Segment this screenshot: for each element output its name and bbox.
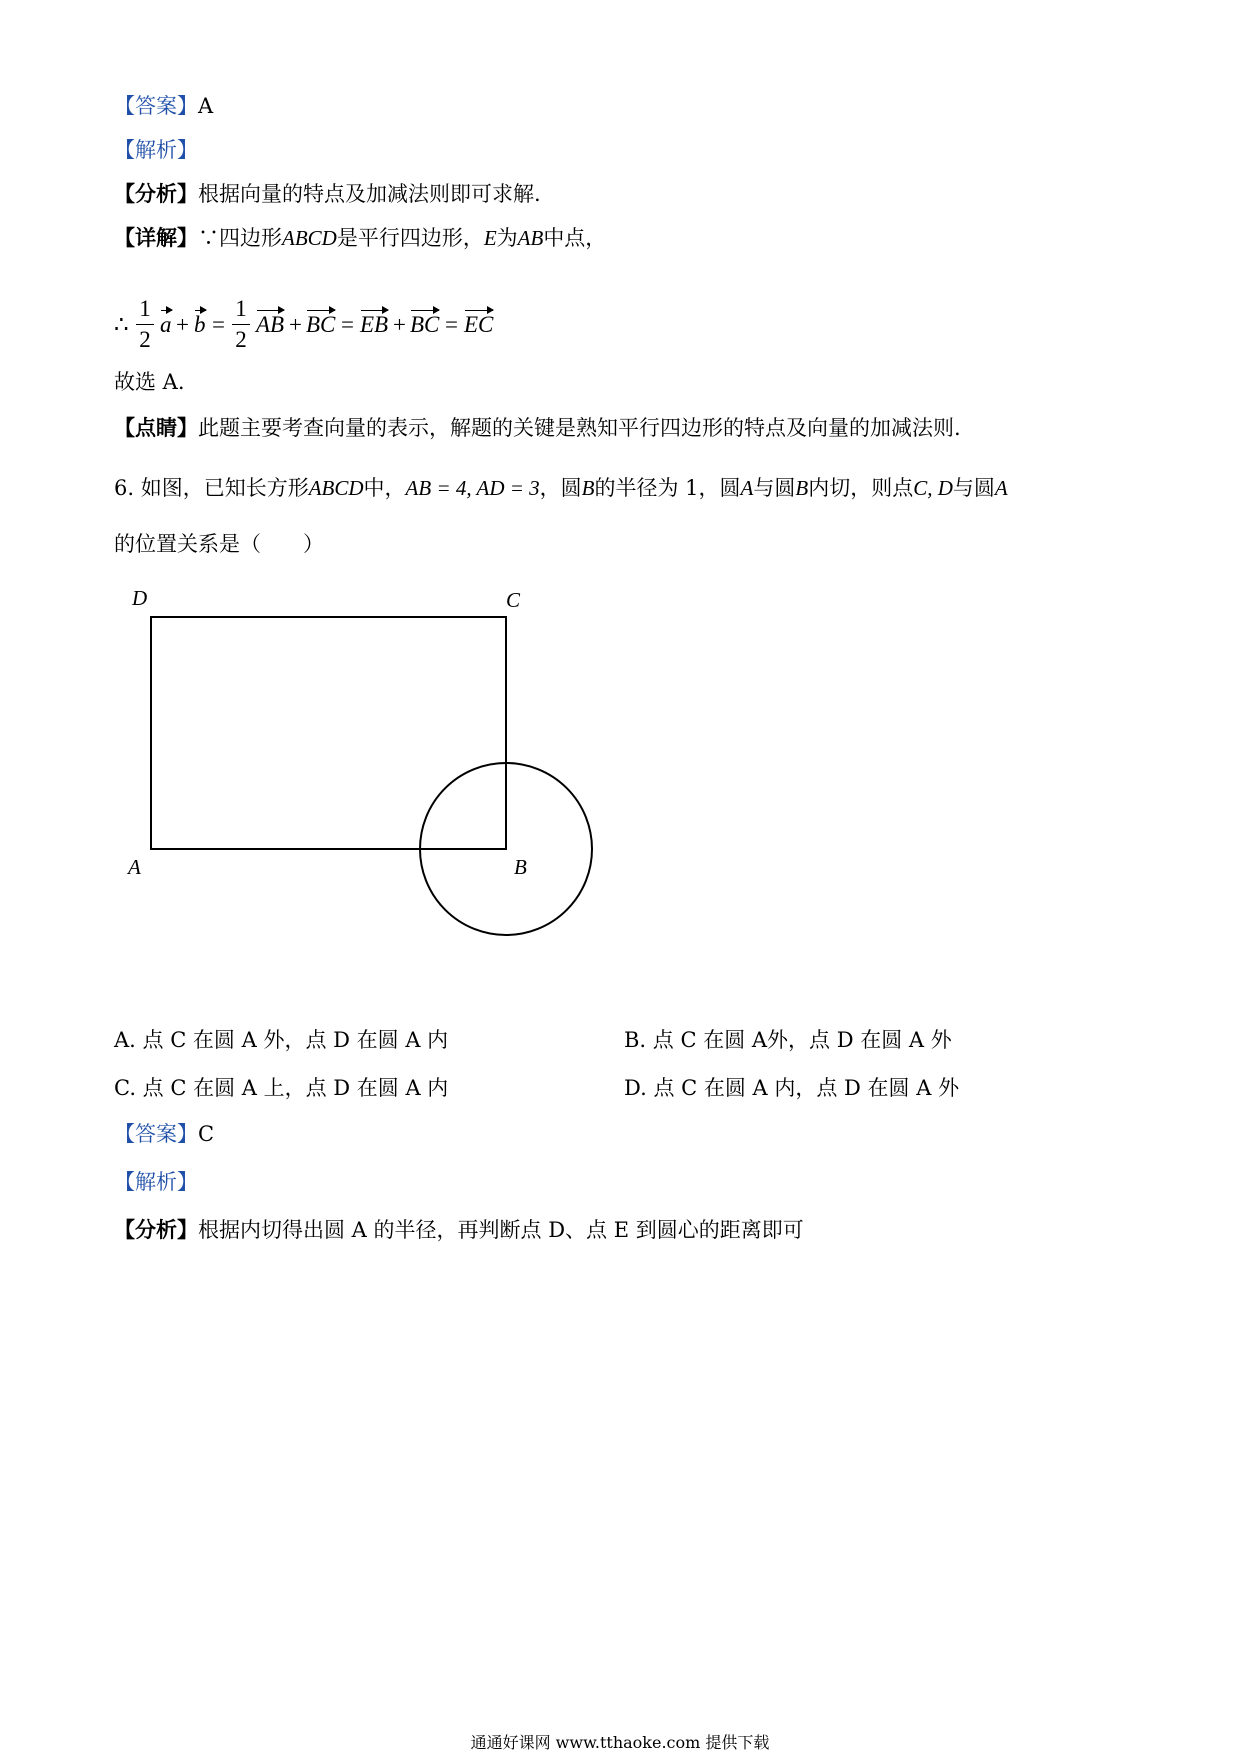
math-a: a xyxy=(160,312,172,337)
rectangle-abcd xyxy=(151,617,506,849)
q6-text-5: 与圆 xyxy=(753,476,796,500)
math-eq-1: = xyxy=(212,312,225,337)
answer-value: A xyxy=(198,94,214,118)
answer-value: C xyxy=(198,1122,215,1146)
q6-cd: C, D xyxy=(913,476,953,500)
q6-analysis-line xyxy=(114,1216,804,1244)
q6-a: A xyxy=(740,476,754,500)
q6-text-2: 中， xyxy=(363,476,406,500)
math-plus-3: + xyxy=(393,312,406,337)
vector-ec: EC xyxy=(464,312,494,337)
label-b: B xyxy=(514,855,527,879)
label-d: D xyxy=(132,586,148,610)
q6-answer-line xyxy=(114,1120,214,1148)
label-c: C xyxy=(506,588,521,612)
fraction-denominator: 2 xyxy=(235,327,247,352)
q6-a-2: A xyxy=(994,476,1008,500)
detail-ab: AB xyxy=(517,226,544,250)
analysis-text: 根据向量的特点及加减法则即可求解. xyxy=(198,182,541,206)
q6-text-4: 的半径为 1，圆 xyxy=(594,476,741,500)
q6-analysis-tag: 【解析】 xyxy=(114,1170,198,1194)
q6-condition: AB = 4, AD = 3 xyxy=(405,476,540,500)
page-footer: 通通好课网 www.tthaoke.com 提供下载 xyxy=(470,1733,770,1752)
math-eq-3: = xyxy=(445,312,458,337)
q6-b-2: B xyxy=(795,476,809,500)
comment-text: 此题主要考查向量的表示，解题的关键是熟知平行四边形的特点及向量的加减法则. xyxy=(198,416,961,440)
q5-answer-line xyxy=(114,92,213,120)
answer-tag: 【答案】 xyxy=(114,94,198,118)
q6-text-1: 6. 如图，已知长方形 xyxy=(114,476,309,500)
q5-choose: 故选 A. xyxy=(114,370,185,394)
therefore-symbol: ∴ xyxy=(114,312,129,337)
fraction-bar xyxy=(136,324,154,325)
fraction-half-2 xyxy=(232,296,250,353)
math-eq-2: = xyxy=(341,312,354,337)
q6-stem-line-2: 的位置关系是（ ） xyxy=(114,532,324,556)
q5-analysis-tag: 【解析】 xyxy=(114,138,198,162)
detail-text-1: 四边形 xyxy=(219,226,282,250)
vector-eb: EB xyxy=(360,312,389,337)
comment-tag: 【点睛】 xyxy=(114,415,198,440)
vector-ab: AB xyxy=(256,312,285,337)
q6-text-3: ，圆 xyxy=(539,476,582,500)
fraction-numerator: 1 xyxy=(139,296,151,321)
label-a: A xyxy=(128,855,141,879)
q6-text-6: 内切，则点 xyxy=(808,476,914,500)
fraction-numerator: 1 xyxy=(235,296,247,321)
analysis-text: 根据内切得出圆 A 的半径，再判断点 D、点 E 到圆心的距离即可 xyxy=(198,1218,804,1242)
because-symbol: ∵ xyxy=(198,226,219,250)
option-d: D. 点 C 在圆 A 内，点 D 在圆 A 外 xyxy=(624,1076,960,1100)
math-plus-1: + xyxy=(176,312,189,337)
rectangle-circle-figure xyxy=(110,580,610,950)
detail-text-3: 为 xyxy=(496,226,518,250)
q6-b: B xyxy=(581,476,595,500)
detail-e: E xyxy=(483,226,497,250)
option-c: C. 点 C 在圆 A 上，点 D 在圆 A 内 xyxy=(114,1076,449,1100)
q6-abcd: ABCD xyxy=(308,476,364,500)
answer-tag: 【答案】 xyxy=(114,1122,198,1146)
detail-abcd: ABCD xyxy=(282,226,337,250)
vector-bc-1: BC xyxy=(306,312,336,337)
fraction-denominator: 2 xyxy=(139,327,151,352)
math-plus-2: + xyxy=(289,312,302,337)
fraction-half-1 xyxy=(136,296,154,353)
q6-text-7: 与圆 xyxy=(952,476,995,500)
q5-comment-line xyxy=(114,414,961,442)
q5-detail-line xyxy=(114,224,606,252)
analysis-tag: 【分析】 xyxy=(114,1217,198,1242)
q5-analysis-line xyxy=(114,180,541,208)
detail-text-2: 是平行四边形， xyxy=(336,226,484,250)
analysis-tag: 【分析】 xyxy=(114,181,198,206)
detail-tag: 【详解】 xyxy=(114,225,198,250)
option-b: B. 点 C 在圆 A外，点 D 在圆 A 外 xyxy=(624,1028,952,1052)
math-b: b xyxy=(194,312,206,337)
option-a: A. 点 C 在圆 A 外，点 D 在圆 A 内 xyxy=(114,1028,449,1052)
q6-stem-line-1 xyxy=(114,474,1008,502)
detail-text-4: 中点， xyxy=(543,226,607,250)
vector-bc-2: BC xyxy=(410,312,440,337)
fraction-bar xyxy=(232,324,250,325)
